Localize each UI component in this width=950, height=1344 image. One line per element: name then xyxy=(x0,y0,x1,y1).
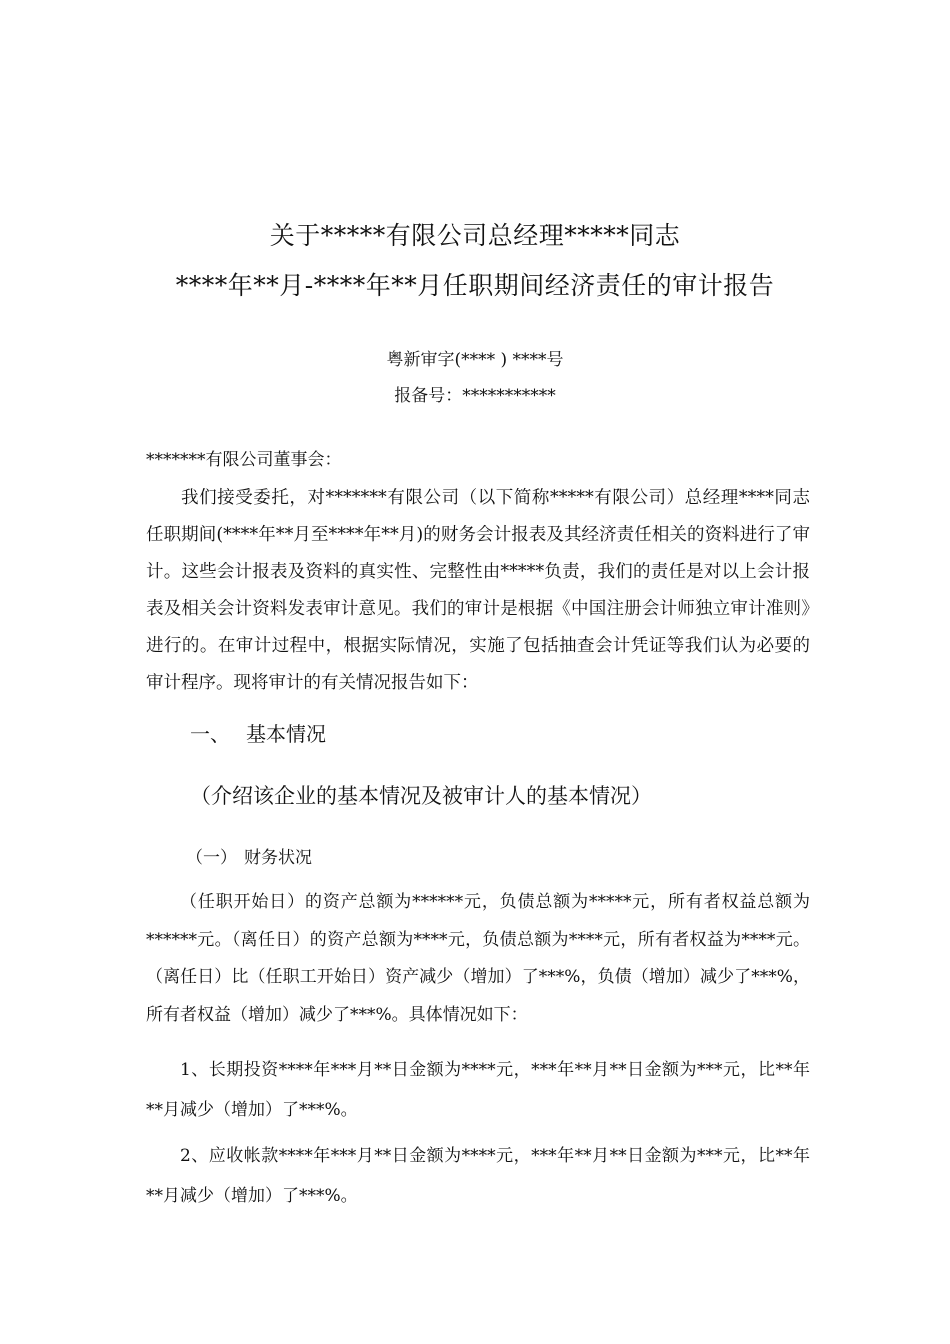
intro-paragraph: 我们接受委托，对*******有限公司（以下简称*****有限公司）总经理****同志任职期间(****年**月至****年**月)的财务会计报表及其经济责任相关的资料进行了审计。这些会计报表及资料的真实性、完整性由*****负责，我们的责任是对以上会计报表及相关会计资料发表审计意见。我们的审计是根据《中国注册会计师独立审计准则》进行的。在审计过程中，根据实际情况，实施了包括抽查会计凭证等我们认为必要的审计程序。现将审计的有关情况报告如下： xyxy=(146,488,810,693)
list-item-long-term-investment: 1、长期投资****年***月**日金额为****元，***年**月**日金额为***元，比**年**月减少（增加）了***%。 xyxy=(146,1060,810,1120)
section-note: （介绍该企业的基本情况及被审计人的基本情况） xyxy=(190,784,652,808)
filing-number: 报备号：*********** xyxy=(394,386,556,406)
subsection-number: （一） xyxy=(186,848,237,868)
section-title: 基本情况 xyxy=(246,722,326,746)
section-number: 一、 xyxy=(190,722,230,746)
financial-status-paragraph: （任职开始日）的资产总额为******元，负债总额为*****元，所有者权益总额为******元。（离任日）的资产总额为****元，负债总额为****元，所有者权益为****元。（离任日）比（任职工开始日）资产减少（增加）了***%，负债（增加）减少了***%，所有者权益（增加）减少了***%。具体情况如下： xyxy=(146,892,810,1025)
subsection-title: 财务状况 xyxy=(244,848,312,868)
report-title-line-1: 关于*****有限公司总经理*****同志 xyxy=(269,221,681,250)
subsection-heading-financial-status xyxy=(186,843,312,868)
list-item-accounts-receivable: 2、应收帐款****年***月**日金额为****元，***年**月**日金额为***元，比**年**月减少（增加）了***%。 xyxy=(146,1146,810,1206)
section-heading-basic-info xyxy=(190,718,326,747)
reference-number: 粤新审字(**** ) ****号 xyxy=(386,350,564,370)
report-title-line-2: ****年**月-****年**月任职期间经济责任的审计报告 xyxy=(175,271,775,300)
addressee: *******有限公司董事会： xyxy=(146,450,342,470)
